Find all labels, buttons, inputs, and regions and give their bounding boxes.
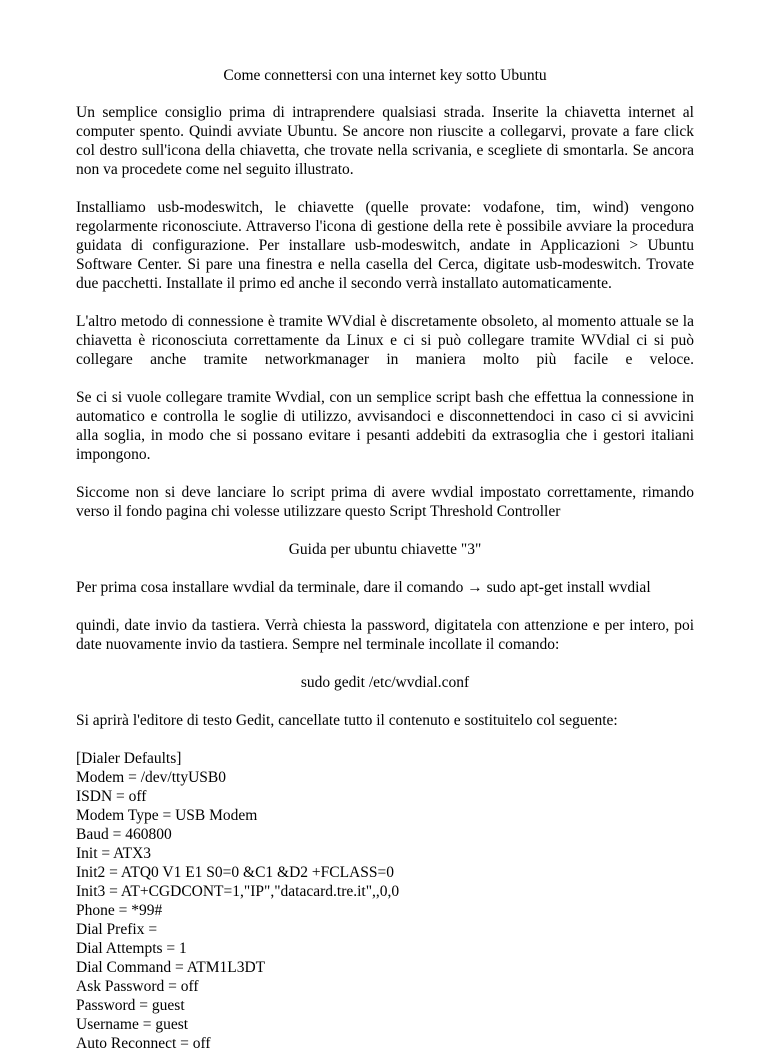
config-line: Modem Type = USB Modem	[76, 807, 258, 824]
config-line: Init2 = ATQ0 V1 E1 S0=0 &C1 &D2 +FCLASS=0	[76, 864, 395, 881]
step-replace-content: Si aprirà l'editore di testo Gedit, cancellate tutto il contenuto e sostituitelo col seguente:	[76, 712, 618, 729]
config-line: Password = guest	[76, 997, 185, 1014]
paragraph-wvdial-method: L'altro metodo di connessione è tramite WVdial è discretamente obsoleto, al momento attuale se la chiavetta è riconosciuta correttamente da Linux e ci si può collegare tramite WVdial ci si può collegare anche tramite networkmanager in maniera molto più facile e veloce.	[76, 313, 694, 368]
config-line: Dial Prefix =	[76, 921, 158, 938]
config-line: Modem = /dev/ttyUSB0	[76, 769, 226, 786]
paragraph-usb-modeswitch: Installiamo usb-modeswitch, le chiavette (quelle provate: vodafone, tim, wind) vengono regolarmente riconosciute. Attraverso l'icona di gestione della rete è possibile avviare la procedura guidata di configurazione. Per installare usb-modeswitch, andate in Applicazioni > Ubuntu Software Center. Si pare una finestra e nella casella del Cerca, digitate usb-modeswitch. Trovate due pacchetti. Installate il primo ed anche il secondo verrà installato automaticamente.	[76, 199, 694, 292]
config-line: Init3 = AT+CGDCONT=1,"IP","datacard.tre.it",,0,0	[76, 883, 400, 900]
config-line: Dial Attempts = 1	[76, 940, 187, 957]
config-line: Phone = *99#	[76, 902, 163, 919]
step-enter-password: quindi, date invio da tastiera. Verrà chiesta la password, digitatela con attenzione e per intero, poi date nuovamente invio da tastiera. Sempre nel terminale incollate il comando:	[76, 617, 694, 653]
paragraph-intro: Un semplice consiglio prima di intraprendere qualsiasi strada. Inserite la chiavetta internet al computer spento. Quindi avviate Ubuntu. Se ancore non riuscite a collegarvi, provate a fare click col destro sull'icona della chiavetta, che trovate nella scrivania, e scegliete di smontarla. Se ancora non va procedete come nel seguito illustrato.	[76, 104, 694, 178]
step-install-wvdial: Per prima cosa installare wvdial da terminale, dare il comando → sudo apt-get install wvdial	[76, 579, 651, 596]
document-title: Come connettersi con una internet key sotto Ubuntu	[223, 67, 547, 84]
config-line: Init = ATX3	[76, 845, 152, 862]
config-line: [Dialer Defaults]	[76, 750, 182, 767]
config-line: Auto Reconnect = off	[76, 1035, 211, 1052]
config-line: Dial Command = ATM1L3DT	[76, 959, 266, 976]
config-line: Ask Password = off	[76, 978, 199, 995]
paragraph-script: Se ci si vuole collegare tramite Wvdial, con un semplice script bash che effettua la connessione in automatico e controlla le soglie di utilizzo, avvisandoci e disconnettendoci in caso ci si avvicini alla soglia, in modo che si possano evitare i pesanti addebiti da extrasoglia che i gestori italiani impongono.	[76, 389, 694, 463]
command-gedit: sudo gedit /etc/wvdial.conf	[300, 674, 470, 691]
config-block	[76, 749, 694, 1053]
config-line: ISDN = off	[76, 788, 147, 805]
config-line: Baud = 460800	[76, 826, 172, 843]
guide-title: Guida per ubuntu chiavette "3"	[288, 541, 482, 558]
config-line: Username = guest	[76, 1016, 189, 1033]
paragraph-threshold: Siccome non si deve lanciare lo script prima di avere wvdial impostato correttamente, rimando verso il fondo pagina chi volesse utilizzare questo Script Threshold Controller	[76, 484, 694, 520]
